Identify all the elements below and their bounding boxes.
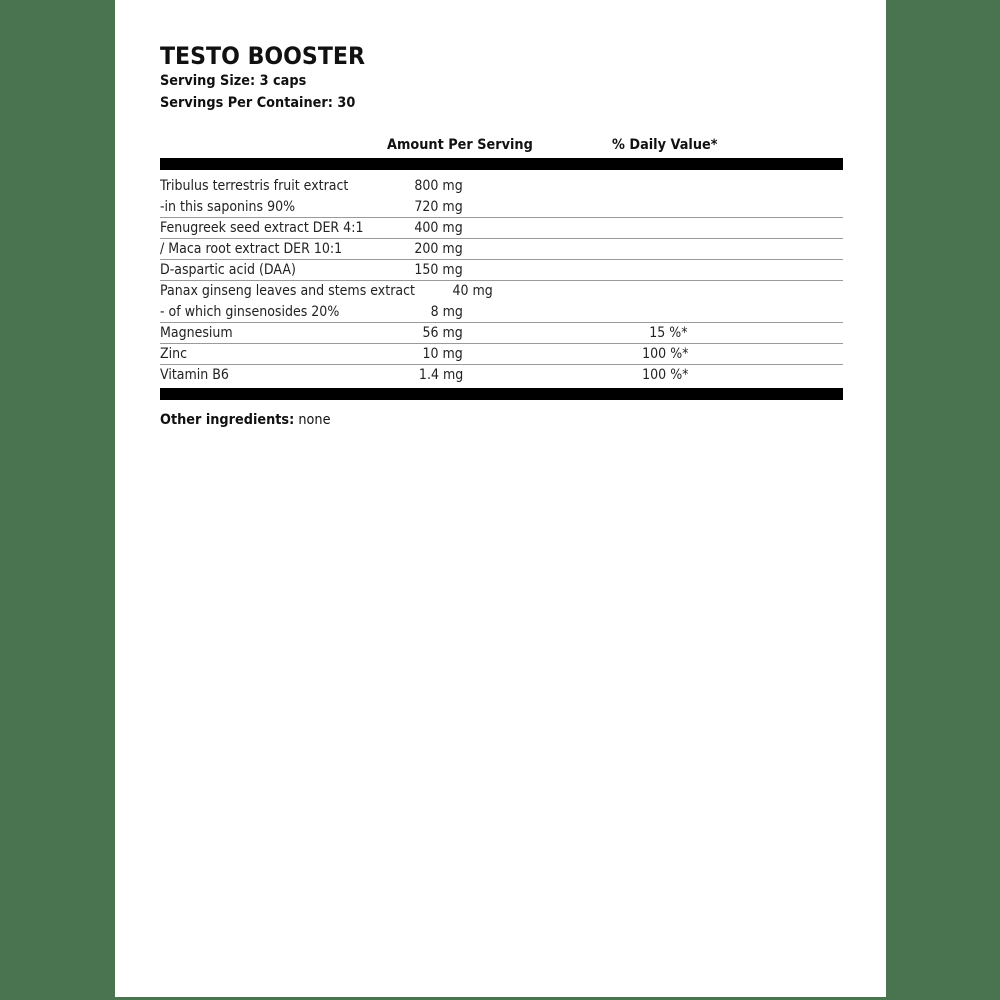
serving-size: Serving Size: 3 caps [160, 73, 307, 89]
ingredient-name: Zinc [160, 346, 188, 362]
table-row [160, 323, 843, 344]
servings-per-container: Servings Per Container: 30 [160, 95, 356, 111]
table-row [160, 197, 843, 218]
ingredient-amount: 200 mg [414, 241, 463, 257]
ingredient-name: -in this saponins 90% [160, 199, 296, 215]
table-row [160, 260, 843, 281]
nutrient-table [160, 176, 843, 386]
ingredient-name: Magnesium [160, 325, 233, 341]
ingredient-dv: 100 %* [641, 346, 688, 362]
ingredient-amount: 56 mg [422, 325, 463, 341]
ingredient-amount: 150 mg [414, 262, 463, 278]
column-header-amount: Amount Per Serving [387, 137, 533, 153]
table-row [160, 281, 843, 302]
table-row [160, 365, 843, 386]
other-ingredients [160, 412, 331, 428]
ingredient-name: Vitamin B6 [160, 367, 229, 383]
table-row [160, 218, 843, 239]
bottom-divider-bar [160, 388, 843, 400]
other-ingredients-label: Other ingredients: [160, 412, 295, 428]
other-ingredients-value: none [298, 412, 331, 428]
ingredient-name: / Maca root extract DER 10:1 [160, 241, 343, 257]
ingredient-amount: 720 mg [414, 199, 463, 215]
ingredient-name: Fenugreek seed extract DER 4:1 [160, 220, 364, 236]
ingredient-dv: 100 %* [641, 367, 688, 383]
column-header-daily-value: % Daily Value* [612, 137, 718, 153]
ingredient-dv: 15 %* [649, 325, 688, 341]
ingredient-amount: 40 mg [452, 283, 493, 299]
ingredient-name: D-aspartic acid (DAA) [160, 262, 296, 278]
ingredient-amount: 1.4 mg [418, 367, 463, 383]
table-row [160, 176, 843, 197]
table-row [160, 239, 843, 260]
ingredient-name: Tribulus terrestris fruit extract [160, 178, 349, 194]
ingredient-amount: 8 mg [430, 304, 463, 320]
product-title: TESTO BOOSTER [160, 42, 365, 70]
ingredient-amount: 400 mg [414, 220, 463, 236]
top-divider-bar [160, 158, 843, 170]
table-row [160, 302, 843, 323]
ingredient-name: Panax ginseng leaves and stems extract [160, 283, 415, 299]
table-row [160, 344, 843, 365]
ingredient-name: - of which ginsenosides 20% [160, 304, 340, 320]
ingredient-amount: 800 mg [414, 178, 463, 194]
ingredient-amount: 10 mg [422, 346, 463, 362]
